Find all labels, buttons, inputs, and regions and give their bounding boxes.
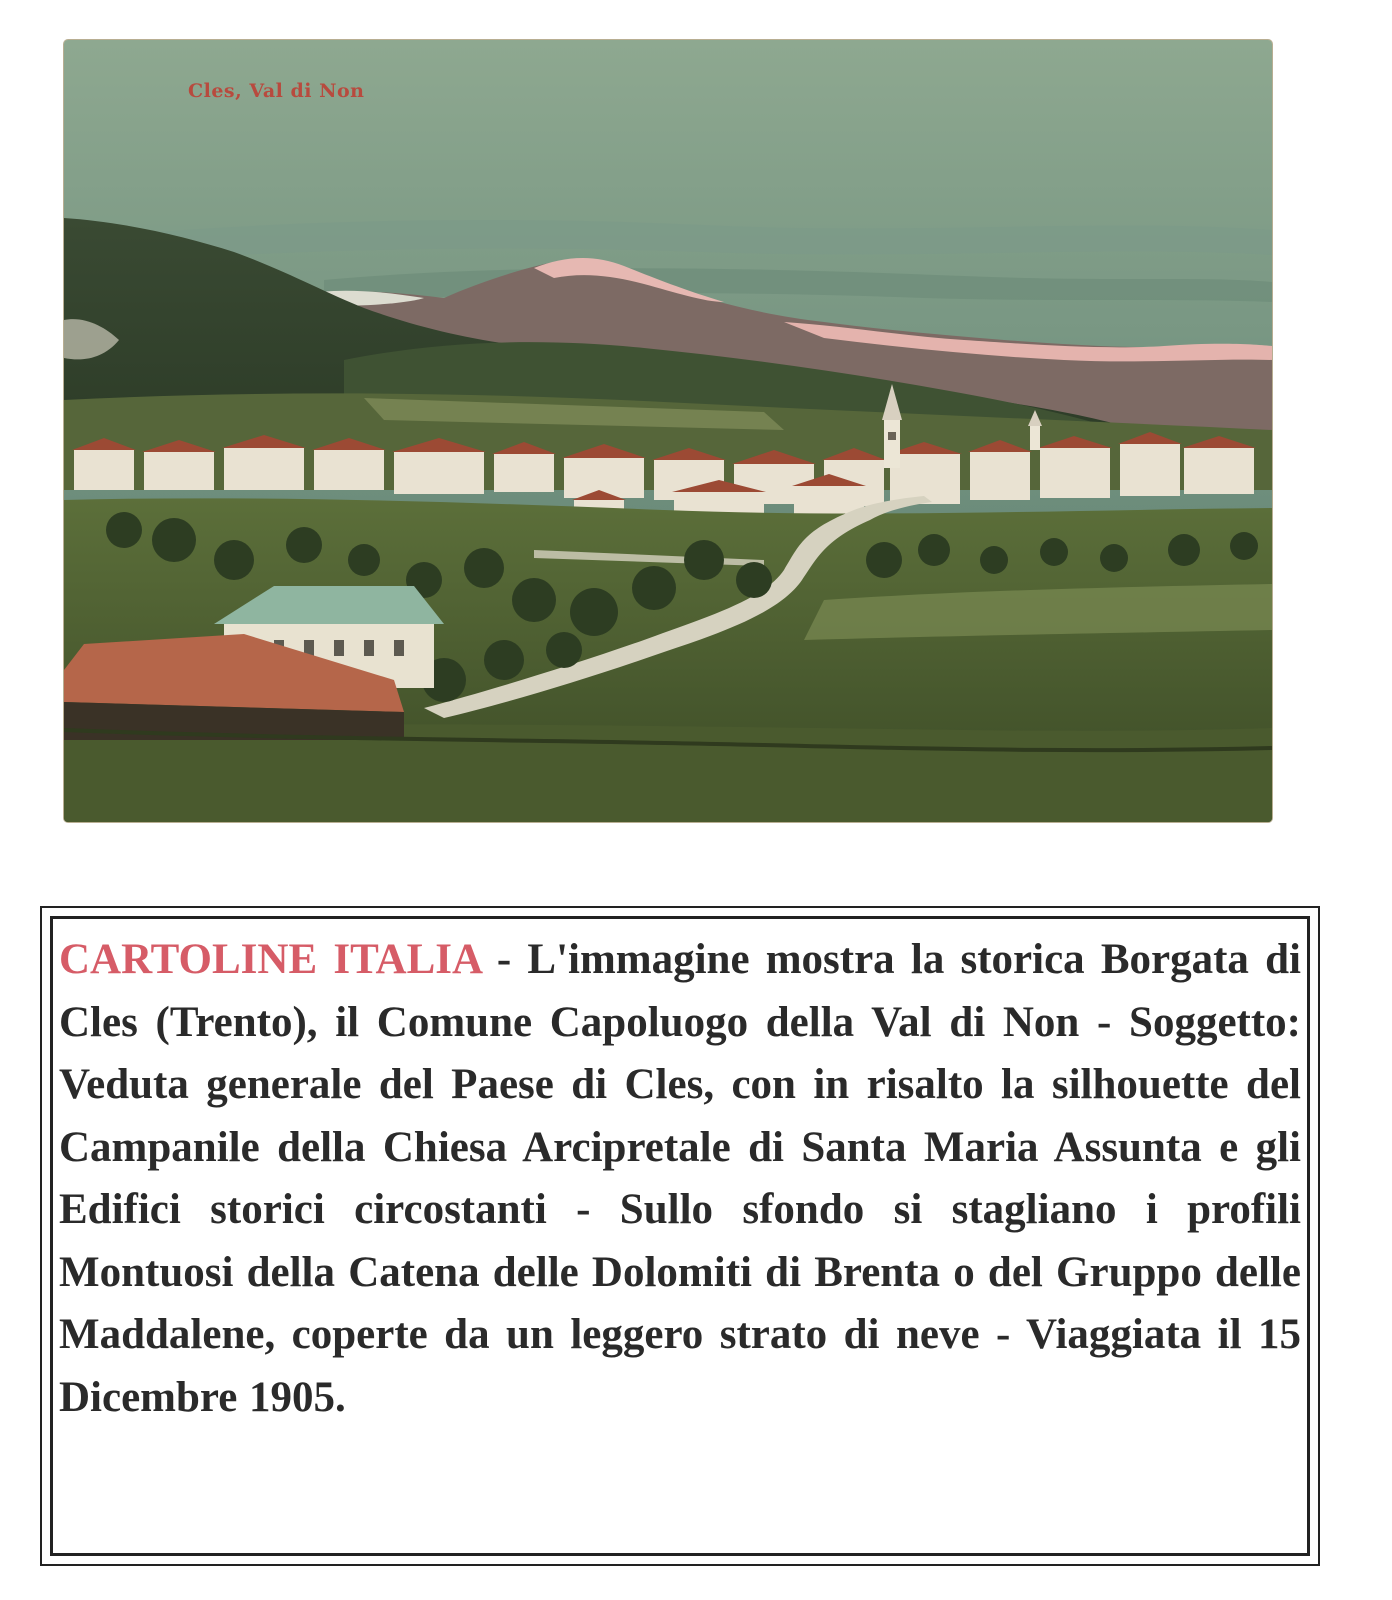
postcard-caption: Cles, Val di Non [188, 80, 365, 102]
postcard-landscape [64, 40, 1272, 822]
description-box [50, 916, 1310, 1556]
description-heading: CARTOLINE ITALIA [59, 936, 481, 983]
description-body: - L'immagine mostra la storica Borgata di Cles (Trento), il Comune Capoluogo della Val di Non - Soggetto: Veduta generale del Paese di Cles, con in risalto la silhouette del Campanile della Chiesa Arcipretale di Santa Maria Assunta e gli Edifici storici circostanti - Sullo sfondo si stagliano i profili Montuosi della Catena delle Dolomiti di Brenta o del Gruppo delle Maddalene, coperte da un leggero strato di neve - Viaggiata il 15 Dicembre 1905. [59, 936, 1301, 1421]
description-frame [40, 906, 1320, 1566]
description-text [59, 929, 1301, 1429]
postcard-image [64, 40, 1272, 822]
church-tower [1030, 426, 1040, 450]
